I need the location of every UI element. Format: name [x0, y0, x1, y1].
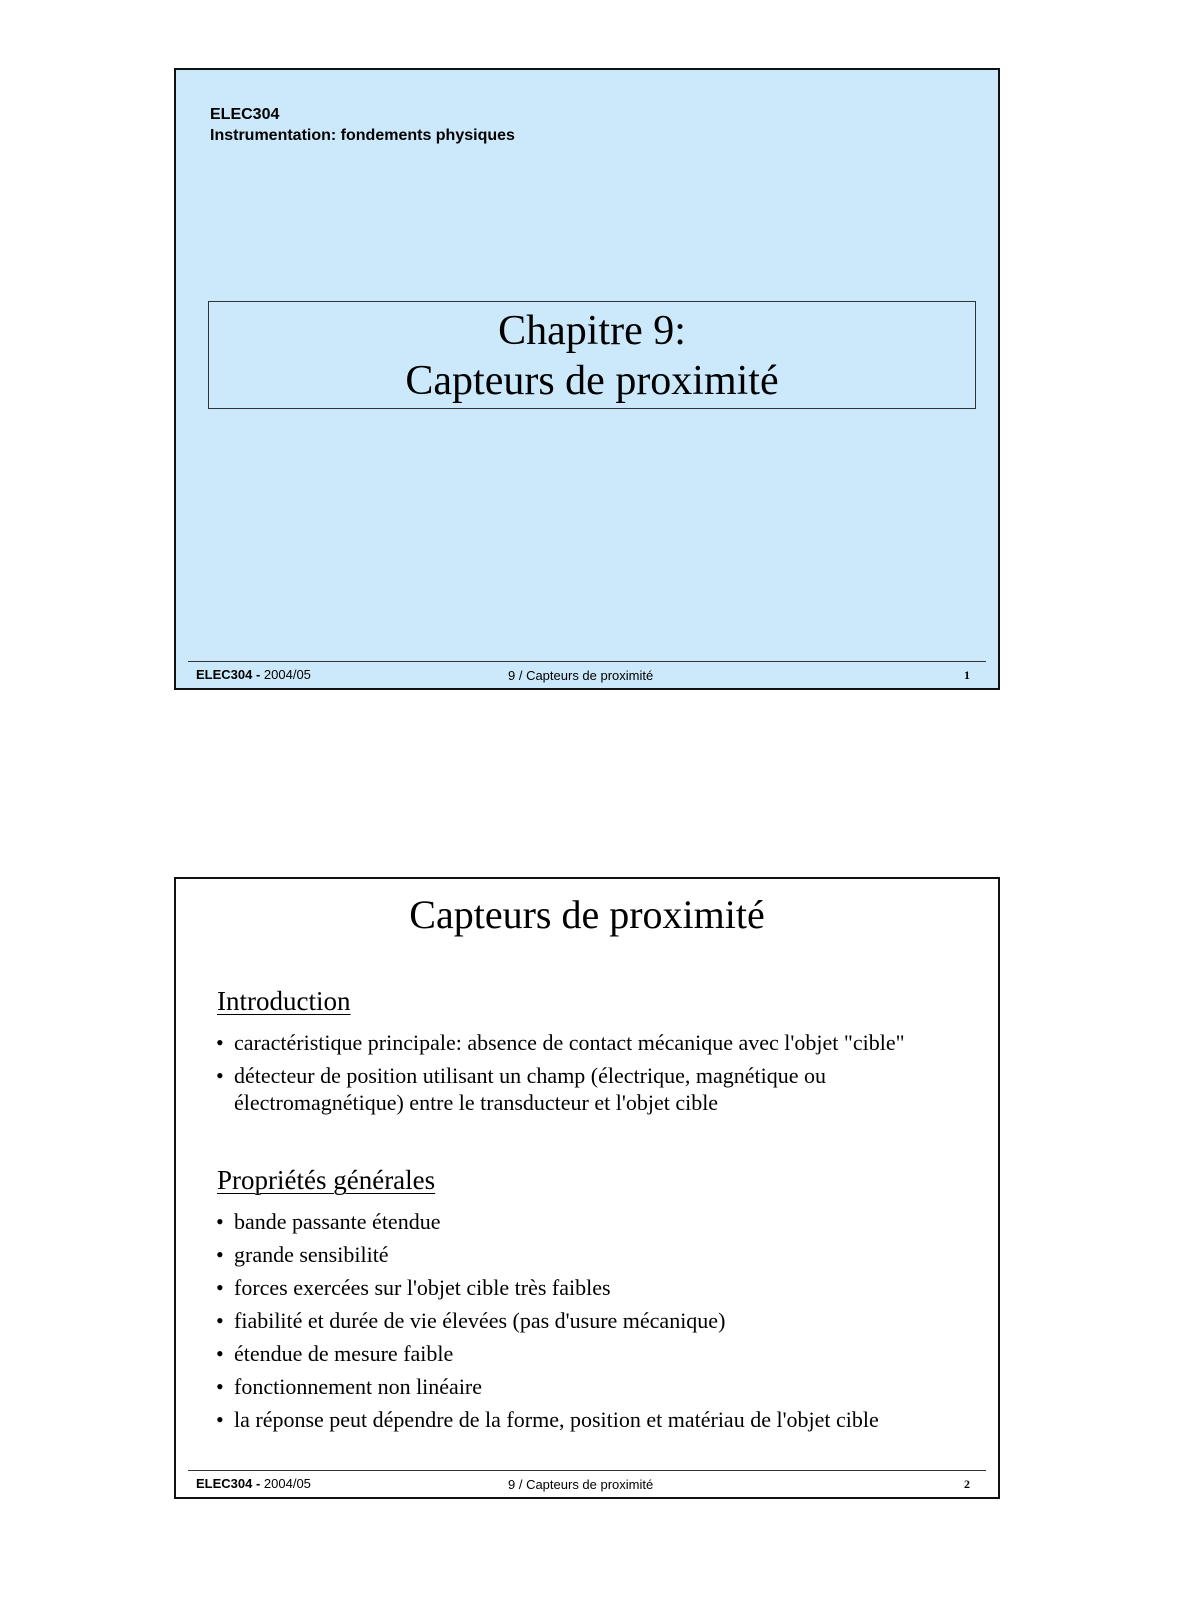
list-item: • détecteur de position utilisant un champ (électrique, magnétique ou électromagnétique) entre le transducteur et l'objet cible — [216, 1062, 966, 1116]
list-item: • étendue de mesure faible — [216, 1340, 966, 1367]
course-header — [210, 104, 515, 146]
footer-topic: 9 / Capteurs de proximité — [508, 1477, 654, 1492]
chapter-title-box — [208, 301, 976, 409]
course-code: ELEC304 — [210, 106, 280, 123]
slide-1 — [174, 68, 1000, 690]
list-item: • caractéristique principale: absence de contact mécanique avec l'objet "cible" — [216, 1029, 966, 1056]
footer-course — [196, 667, 311, 682]
list-item: • fiabilité et durée de vie élevées (pas d'usure mécanique) — [216, 1307, 966, 1334]
footer-year: 2004/05 — [260, 1476, 311, 1491]
list-item: • bande passante étendue — [216, 1208, 966, 1235]
list-item: • grande sensibilité — [216, 1241, 966, 1268]
footer-code: ELEC304 - — [196, 1476, 261, 1491]
list-item: • la réponse peut dépendre de la forme, position et matériau de l'objet cible — [216, 1406, 966, 1433]
footer-page-number: 2 — [964, 1477, 970, 1491]
list-item: • forces exercées sur l'objet cible très faibles — [216, 1274, 966, 1301]
properties-bullet-list — [216, 1208, 966, 1439]
slide-footer — [188, 661, 986, 688]
chapter-number: Chapitre 9: — [498, 308, 686, 354]
footer-course — [196, 1476, 311, 1491]
footer-code: ELEC304 - — [196, 667, 261, 682]
slide-title: Capteurs de proximité — [409, 892, 765, 937]
footer-page-number: 1 — [964, 668, 970, 682]
chapter-title: Capteurs de proximité — [405, 358, 779, 404]
slide-2 — [174, 877, 1000, 1499]
list-item: • fonctionnement non linéaire — [216, 1373, 966, 1400]
footer-year: 2004/05 — [260, 667, 311, 682]
properties-heading: Propriétés générales — [217, 1165, 436, 1195]
slide-footer — [188, 1470, 986, 1497]
intro-bullet-list — [216, 1029, 966, 1122]
intro-heading: Introduction — [217, 986, 351, 1016]
footer-topic: 9 / Capteurs de proximité — [508, 668, 654, 683]
course-title: Instrumentation: fondements physiques — [210, 127, 515, 144]
